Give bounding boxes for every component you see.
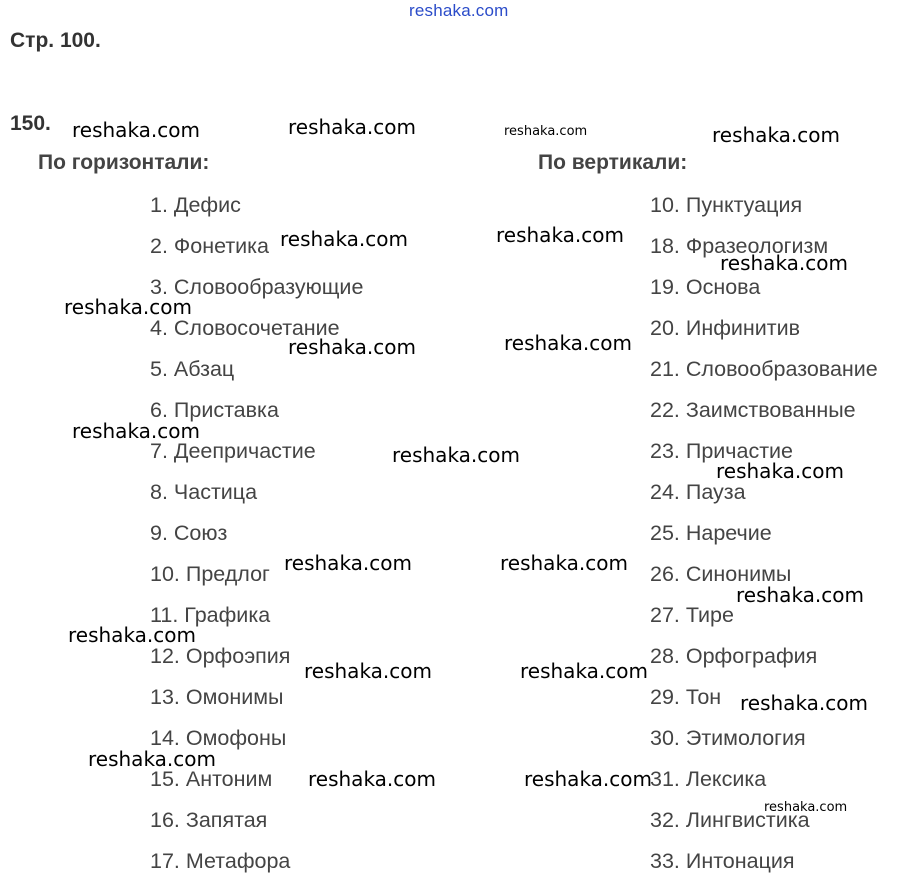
watermark: reshaka.com xyxy=(504,124,588,139)
list-item: 18. Фразеологизм xyxy=(650,234,829,258)
list-item: 24. Пауза xyxy=(650,480,746,504)
list-item: 4. Словосочетание xyxy=(150,316,340,340)
list-item: 8. Частица xyxy=(150,480,258,504)
list-item: 11. Графика xyxy=(150,603,271,627)
list-item: 6. Приставка xyxy=(150,398,279,422)
watermark: reshaka.com xyxy=(500,551,628,575)
list-item: 3. Словообразующие xyxy=(150,275,364,299)
list-item: 22. Заимствованные xyxy=(650,398,856,422)
list-item: 2. Фонетика xyxy=(150,234,270,258)
watermark: reshaka.com xyxy=(288,335,416,359)
site-name: reshaka.com xyxy=(409,1,509,20)
watermark: reshaka.com xyxy=(88,747,216,771)
watermark: reshaka.com xyxy=(304,659,432,683)
watermark: reshaka.com xyxy=(392,443,520,467)
heading-vertical: По вертикали: xyxy=(538,151,688,174)
list-item: 10. Предлог xyxy=(150,562,270,586)
watermark: reshaka.com xyxy=(284,551,412,575)
list-item: 10. Пунктуация xyxy=(650,193,803,217)
watermark: reshaka.com xyxy=(64,295,192,319)
list-item: 27. Тире xyxy=(650,603,734,627)
list-item: 28. Орфография xyxy=(650,644,818,668)
list-item: 14. Омофоны xyxy=(150,726,287,750)
list-item: 29. Тон xyxy=(650,685,722,709)
watermark: reshaka.com xyxy=(740,691,868,715)
list-item: 30. Этимология xyxy=(650,726,806,750)
watermark: reshaka.com xyxy=(524,767,652,791)
list-item: 5. Абзац xyxy=(150,357,235,381)
watermark: reshaka.com xyxy=(736,583,864,607)
list-item: 16. Запятая xyxy=(150,808,268,832)
list-item: 32. Лингвистика xyxy=(650,808,810,832)
list-item: 1. Дефис xyxy=(150,193,241,217)
heading-horizontal: По горизонтали: xyxy=(38,151,210,174)
watermark: reshaka.com xyxy=(712,123,840,147)
vertical-answers-list xyxy=(650,189,878,886)
watermark: reshaka.com xyxy=(308,767,436,791)
list-item: 19. Основа xyxy=(650,275,761,299)
watermark: reshaka.com xyxy=(504,331,632,355)
list-item: 12. Орфоэпия xyxy=(150,644,291,668)
watermark: reshaka.com xyxy=(496,223,624,247)
watermark: reshaka.com xyxy=(520,659,648,683)
list-item: 13. Омонимы xyxy=(150,685,284,709)
watermark: reshaka.com xyxy=(716,459,844,483)
watermark: reshaka.com xyxy=(280,227,408,251)
task-number: 150. xyxy=(10,112,51,135)
list-item: 23. Причастие xyxy=(650,439,794,463)
watermark: reshaka.com xyxy=(72,118,200,142)
list-item: 17. Метафора xyxy=(150,849,291,873)
page-number: Стр. 100. xyxy=(10,29,101,52)
list-item: 7. Деепричастие xyxy=(150,439,316,463)
list-item: 26. Синонимы xyxy=(650,562,792,586)
list-item: 15. Антоним xyxy=(150,767,273,791)
list-item: 21. Словообразование xyxy=(650,357,878,381)
watermark: reshaka.com xyxy=(68,623,196,647)
watermark: reshaka.com xyxy=(72,419,200,443)
list-item: 9. Союз xyxy=(150,521,228,545)
watermark: reshaka.com xyxy=(720,251,848,275)
list-item: 31. Лексика xyxy=(650,767,767,791)
watermark: reshaka.com xyxy=(764,800,848,815)
list-item: 33. Интонация xyxy=(650,849,795,873)
watermark: reshaka.com xyxy=(288,115,416,139)
list-item: 25. Наречие xyxy=(650,521,772,545)
list-item: 20. Инфинитив xyxy=(650,316,801,340)
